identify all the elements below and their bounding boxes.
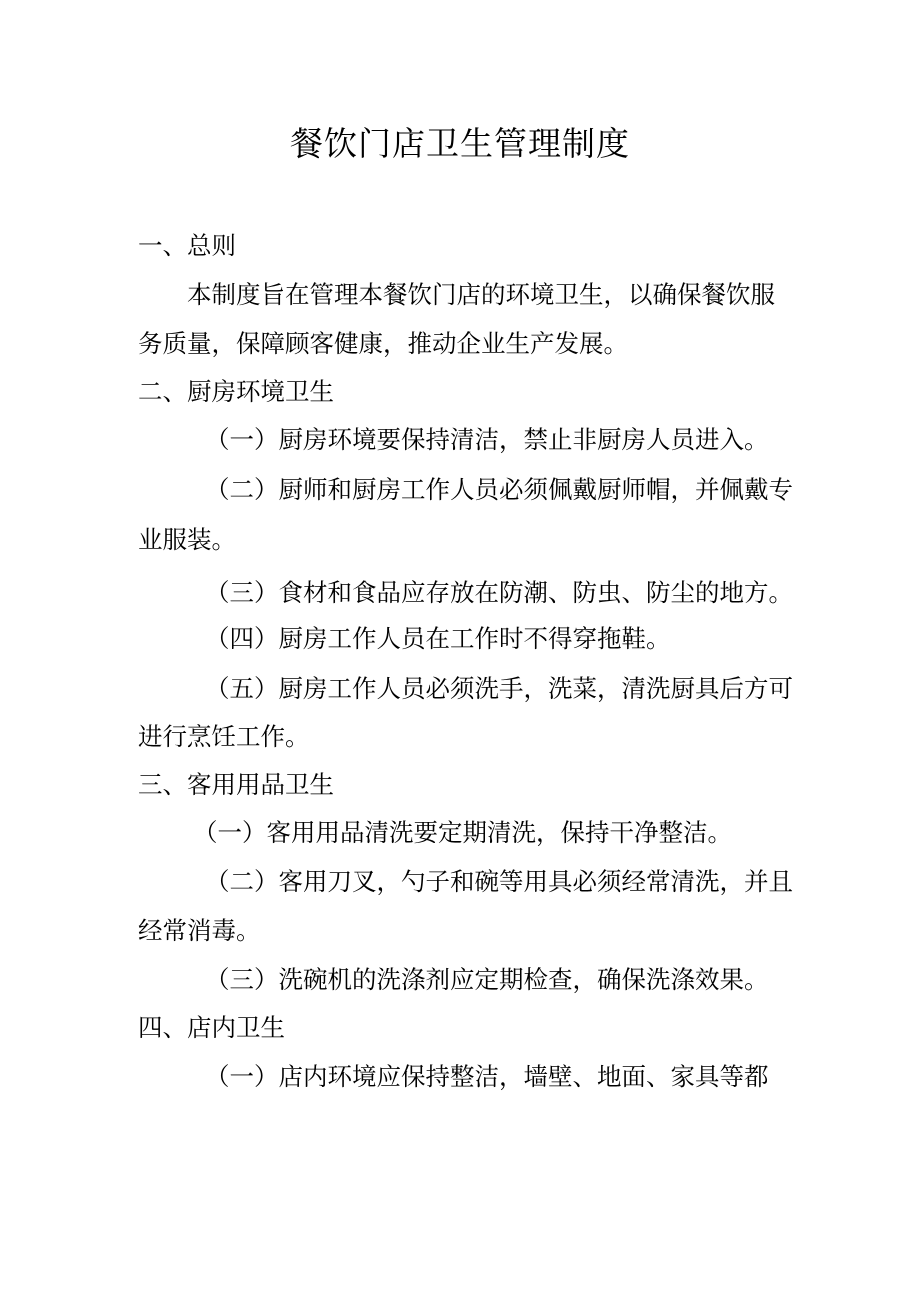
section-heading-general: 一、总则 xyxy=(138,233,236,260)
paragraph-line: 务质量，保障顾客健康，推动企业生产发展。 xyxy=(138,331,628,358)
document-title: 餐饮门店卫生管理制度 xyxy=(290,127,630,163)
section-heading-kitchen: 二、厨房环境卫生 xyxy=(138,379,334,406)
paragraph-line: 进行烹饪工作。 xyxy=(138,724,310,751)
paragraph-line: 经常消毒。 xyxy=(138,918,261,945)
paragraph-line: （一）厨房环境要保持清洁，禁止非厨房人员进入。 xyxy=(205,427,769,454)
paragraph-line: （二）客用刀叉，勺子和碗等用具必须经常清洗，并且 xyxy=(205,869,793,896)
paragraph-line: 本制度旨在管理本餐饮门店的环境卫生，以确保餐饮服 xyxy=(187,282,775,309)
paragraph-line: （三）食材和食品应存放在防潮、防虫、防尘的地方。 xyxy=(205,580,793,607)
paragraph-line: （一）客用用品清洗要定期清洗，保持干净整洁。 xyxy=(193,820,732,847)
paragraph-line: （四）厨房工作人员在工作时不得穿拖鞋。 xyxy=(205,626,671,653)
section-heading-store: 四、店内卫生 xyxy=(138,1015,285,1042)
paragraph-line: （三）洗碗机的洗涤剂应定期检查，确保洗涤效果。 xyxy=(205,967,769,994)
paragraph-line: （五）厨房工作人员必须洗手，洗菜，清洗厨具后方可 xyxy=(205,676,793,703)
paragraph-line: （一）店内环境应保持整洁，墙壁、地面、家具等都 xyxy=(205,1064,769,1091)
section-heading-guest-items: 三、客用用品卫生 xyxy=(138,772,334,799)
paragraph-line: 业服装。 xyxy=(138,527,236,554)
paragraph-line: （二）厨师和厨房工作人员必须佩戴厨师帽，并佩戴专 xyxy=(205,477,793,504)
